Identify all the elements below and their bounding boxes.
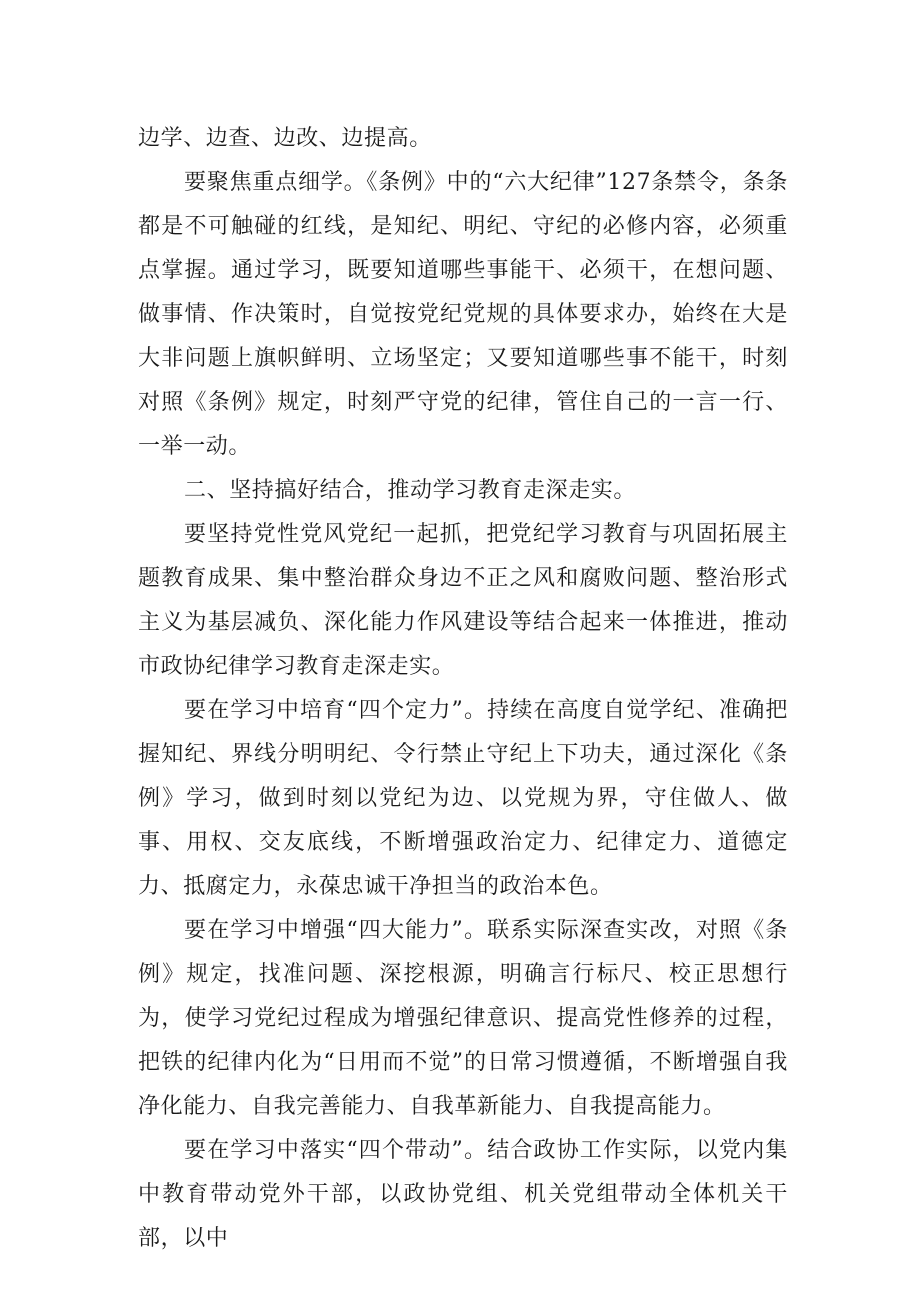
paragraph-four-abilities: 要在学习中增强“四大能力”。联系实际深查实改，对照《条例》规定，找准问题、深挖根源，明确言行标尺、校正思想行为，使学习党纪过程成为增强纪律意识、提高党性修养的过程，把铁的纪律内化为“日用而不觉”的日常习惯遵循，不断增强自我净化能力、自我完善能力、自我革新能力、自我提高能力。 <box>138 918 788 1119</box>
section-heading-two: 二、坚持搞好结合，推动学习教育走深走实。 <box>184 478 637 503</box>
paragraph-four-resolves: 要在学习中培育“四个定力”。持续在高度自觉学纪、准确把握知纪、界线分明明纪、令行禁止守纪上下功夫，通过深化《条例》学习，做到时刻以党纪为边、以党规为界，守住做人、做事、用权、交友底线，不断增强政治定力、纪律定力、道德定力、抵腐定力，永葆忠诚干净担当的政治本色。 <box>138 698 788 899</box>
paragraph-combine-efforts: 要坚持党性党风党纪一起抓，把党纪学习教育与巩固拓展主题教育成果、集中整治群众身边不正之风和腐败问题、整治形式主义为基层减负、深化能力作风建设等结合起来一体推进，推动市政协纪律学习教育走深走实。 <box>138 522 788 679</box>
paragraph-focus-key-points: 要聚焦重点细学。《条例》中的“六大纪律”127条禁令，条条都是不可触碰的红线，是知纪、明纪、守纪的必修内容，必须重点掌握。通过学习，既要知道哪些事能干、必须干，在想问题、做事情、作决策时，自觉按党纪党规的具体要求办，始终在大是大非问题上旗帜鲜明、立场坚定；又要知道哪些事不能干，时刻对照《条例》规定，时刻严守党的纪律，管住自己的一言一行、一举一动。 <box>138 170 788 459</box>
paragraph-continuation: 边学、边查、边改、边提高。 <box>138 126 432 151</box>
document-body <box>138 117 788 1261</box>
paragraph-four-drives: 要在学习中落实“四个带动”。结合政协工作实际，以党内集中教育带动党外干部，以政协党组、机关党组带动全体机关干部，以中 <box>138 1138 788 1251</box>
